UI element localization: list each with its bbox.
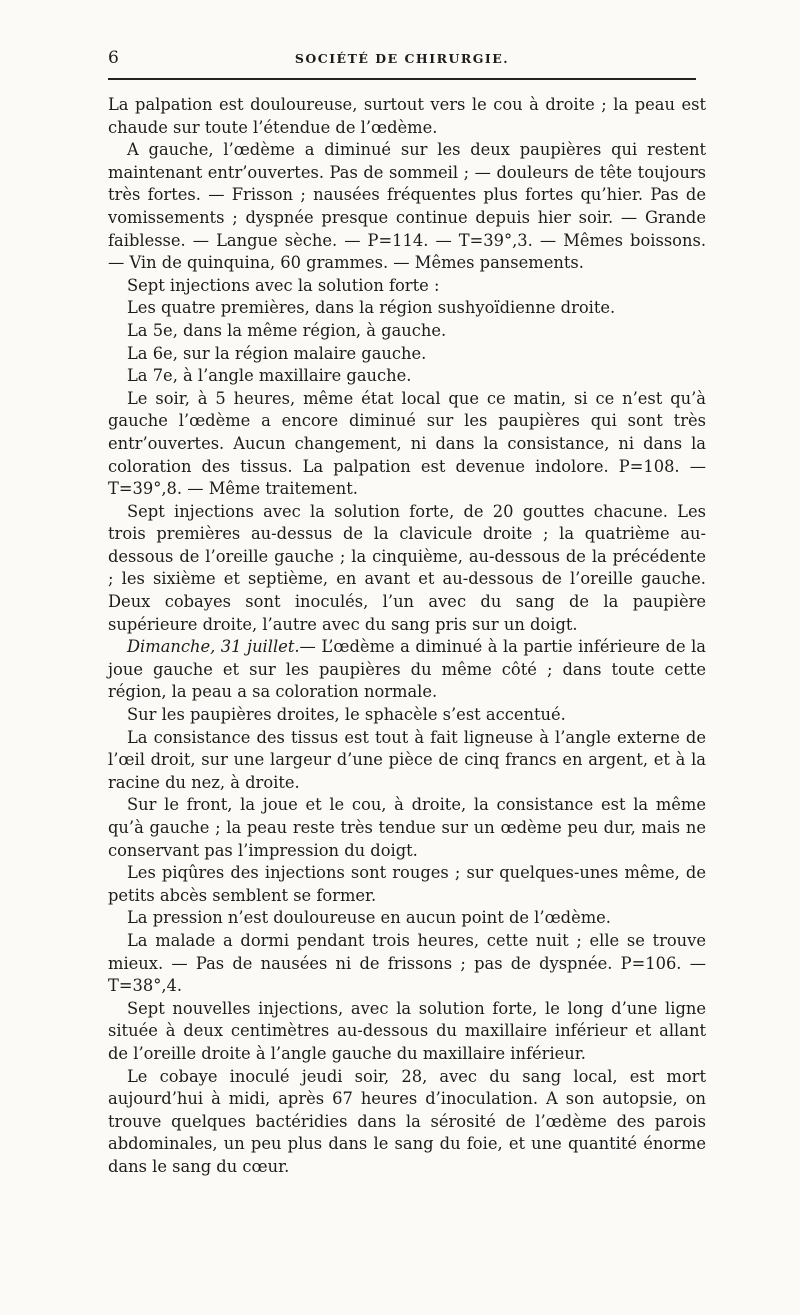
- paragraph: La palpation est douloureuse, surtout vers le cou à droite ; la peau est chaude sur toute l’étendue de l’œdème.: [108, 95, 706, 137]
- paragraph: La 7e, à l’angle maxillaire gauche.: [127, 366, 412, 386]
- paragraph: Sur le front, la joue et le cou, à droite, la consistance est la même qu’à gauche ; la peau reste très tendue sur un œdème peu dur, mais ne conservant pas l’impression du doigt.: [108, 795, 706, 860]
- paragraph-text: — L’œdème a diminué à la partie inférieure de la joue gauche et sur les paupières du même côté ; dans toute cette région, la peau a sa coloration normale.: [108, 637, 707, 702]
- paragraph: La consistance des tissus est tout à fait ligneuse à l’angle externe de l’œil droit, sur une largeur d’une pièce de cinq francs en argent, et à la racine du nez, à droite.: [108, 727, 706, 792]
- paragraph: La malade a dormi pendant trois heures, cette nuit ; elle se trouve mieux. — Pas de nausées ni de frissons ; pas de dyspnée. P=106. — T=38°,4.: [108, 930, 706, 996]
- date-heading: Dimanche, 31 juillet.: [127, 637, 300, 657]
- paragraph: La pression n’est douloureuse en aucun point de l’œdème.: [127, 908, 611, 928]
- running-title: SOCIÉTÉ DE CHIRURGIE.: [294, 51, 510, 66]
- paragraph: La 6e, sur la région malaire gauche.: [127, 343, 427, 363]
- paragraph: Le soir, à 5 heures, même état local que ce matin, si ce n’est qu’à gauche l’œdème a encore diminué sur les paupières qui sont très entr’ouvertes. Aucun changement, ni dans la consistance, ni dans la coloration des tissus. La palpation est devenue indolore. P=108. — T=39°,8. — Même traitement.: [108, 388, 706, 499]
- paragraph: Sept injections avec la solution forte :: [127, 275, 440, 295]
- page-number: 6: [108, 48, 119, 68]
- paragraph: Les quatre premières, dans la région sushyoïdienne droite.: [127, 298, 616, 318]
- paragraph: Sur les paupières droites, le sphacèle s’est accentué.: [127, 705, 566, 725]
- page-header: [108, 48, 696, 78]
- paragraph: Les piqûres des injections sont rouges ; sur quelques-unes même, de petits abcès semblent se former.: [108, 863, 706, 905]
- paragraph: Le cobaye inoculé jeudi soir, 28, avec du sang local, est mort aujourd’hui à midi, après 67 heures d’inoculation. A son autopsie, on trouve quelques bactéridies dans la sérosité de l’œdème des parois abdominales, un peu plus dans le sang du foie, et une quantité énorme dans le sang du cœur.: [108, 1066, 706, 1176]
- paragraph: Sept injections avec la solution forte, de 20 gouttes chacune. Les trois premières au-dessus de la clavicule droite ; la quatrième au-dessous de l’oreille gauche ; la cinquième, au-dessous de la précédente ; les sixième et septième, en avant et au-dessous de l’oreille gauche. Deux cobayes sont inoculés, l’un avec du sang de la paupière supérieure droite, l’autre avec du sang pris sur un doigt.: [108, 501, 706, 634]
- header-rule: [108, 78, 696, 80]
- paragraph: A gauche, l’œdème a diminué sur les deux paupières qui restent maintenant entr’ouvertes. Pas de sommeil ; — douleurs de tête toujours très fortes. — Frisson ; nausées fréquentes plus fortes qu’hier. Pas de vomissements ; dyspnée presque continue depuis hier soir. — Grande faiblesse. — Langue sèche. — P=114. — T=39°,3. — Mêmes boissons. — Vin de quinquina, 60 grammes. — Mêmes pansements.: [108, 140, 706, 273]
- paragraph-dated: [108, 636, 706, 704]
- body-text: [108, 94, 706, 1179]
- paragraph: Sept nouvelles injections, avec la solution forte, le long d’une ligne située à deux centimètres au-dessous du maxillaire inférieur et allant de l’oreille droite à l’angle gauche du maxillaire inférieur.: [108, 998, 706, 1063]
- paragraph: La 5e, dans la même région, à gauche.: [127, 320, 447, 340]
